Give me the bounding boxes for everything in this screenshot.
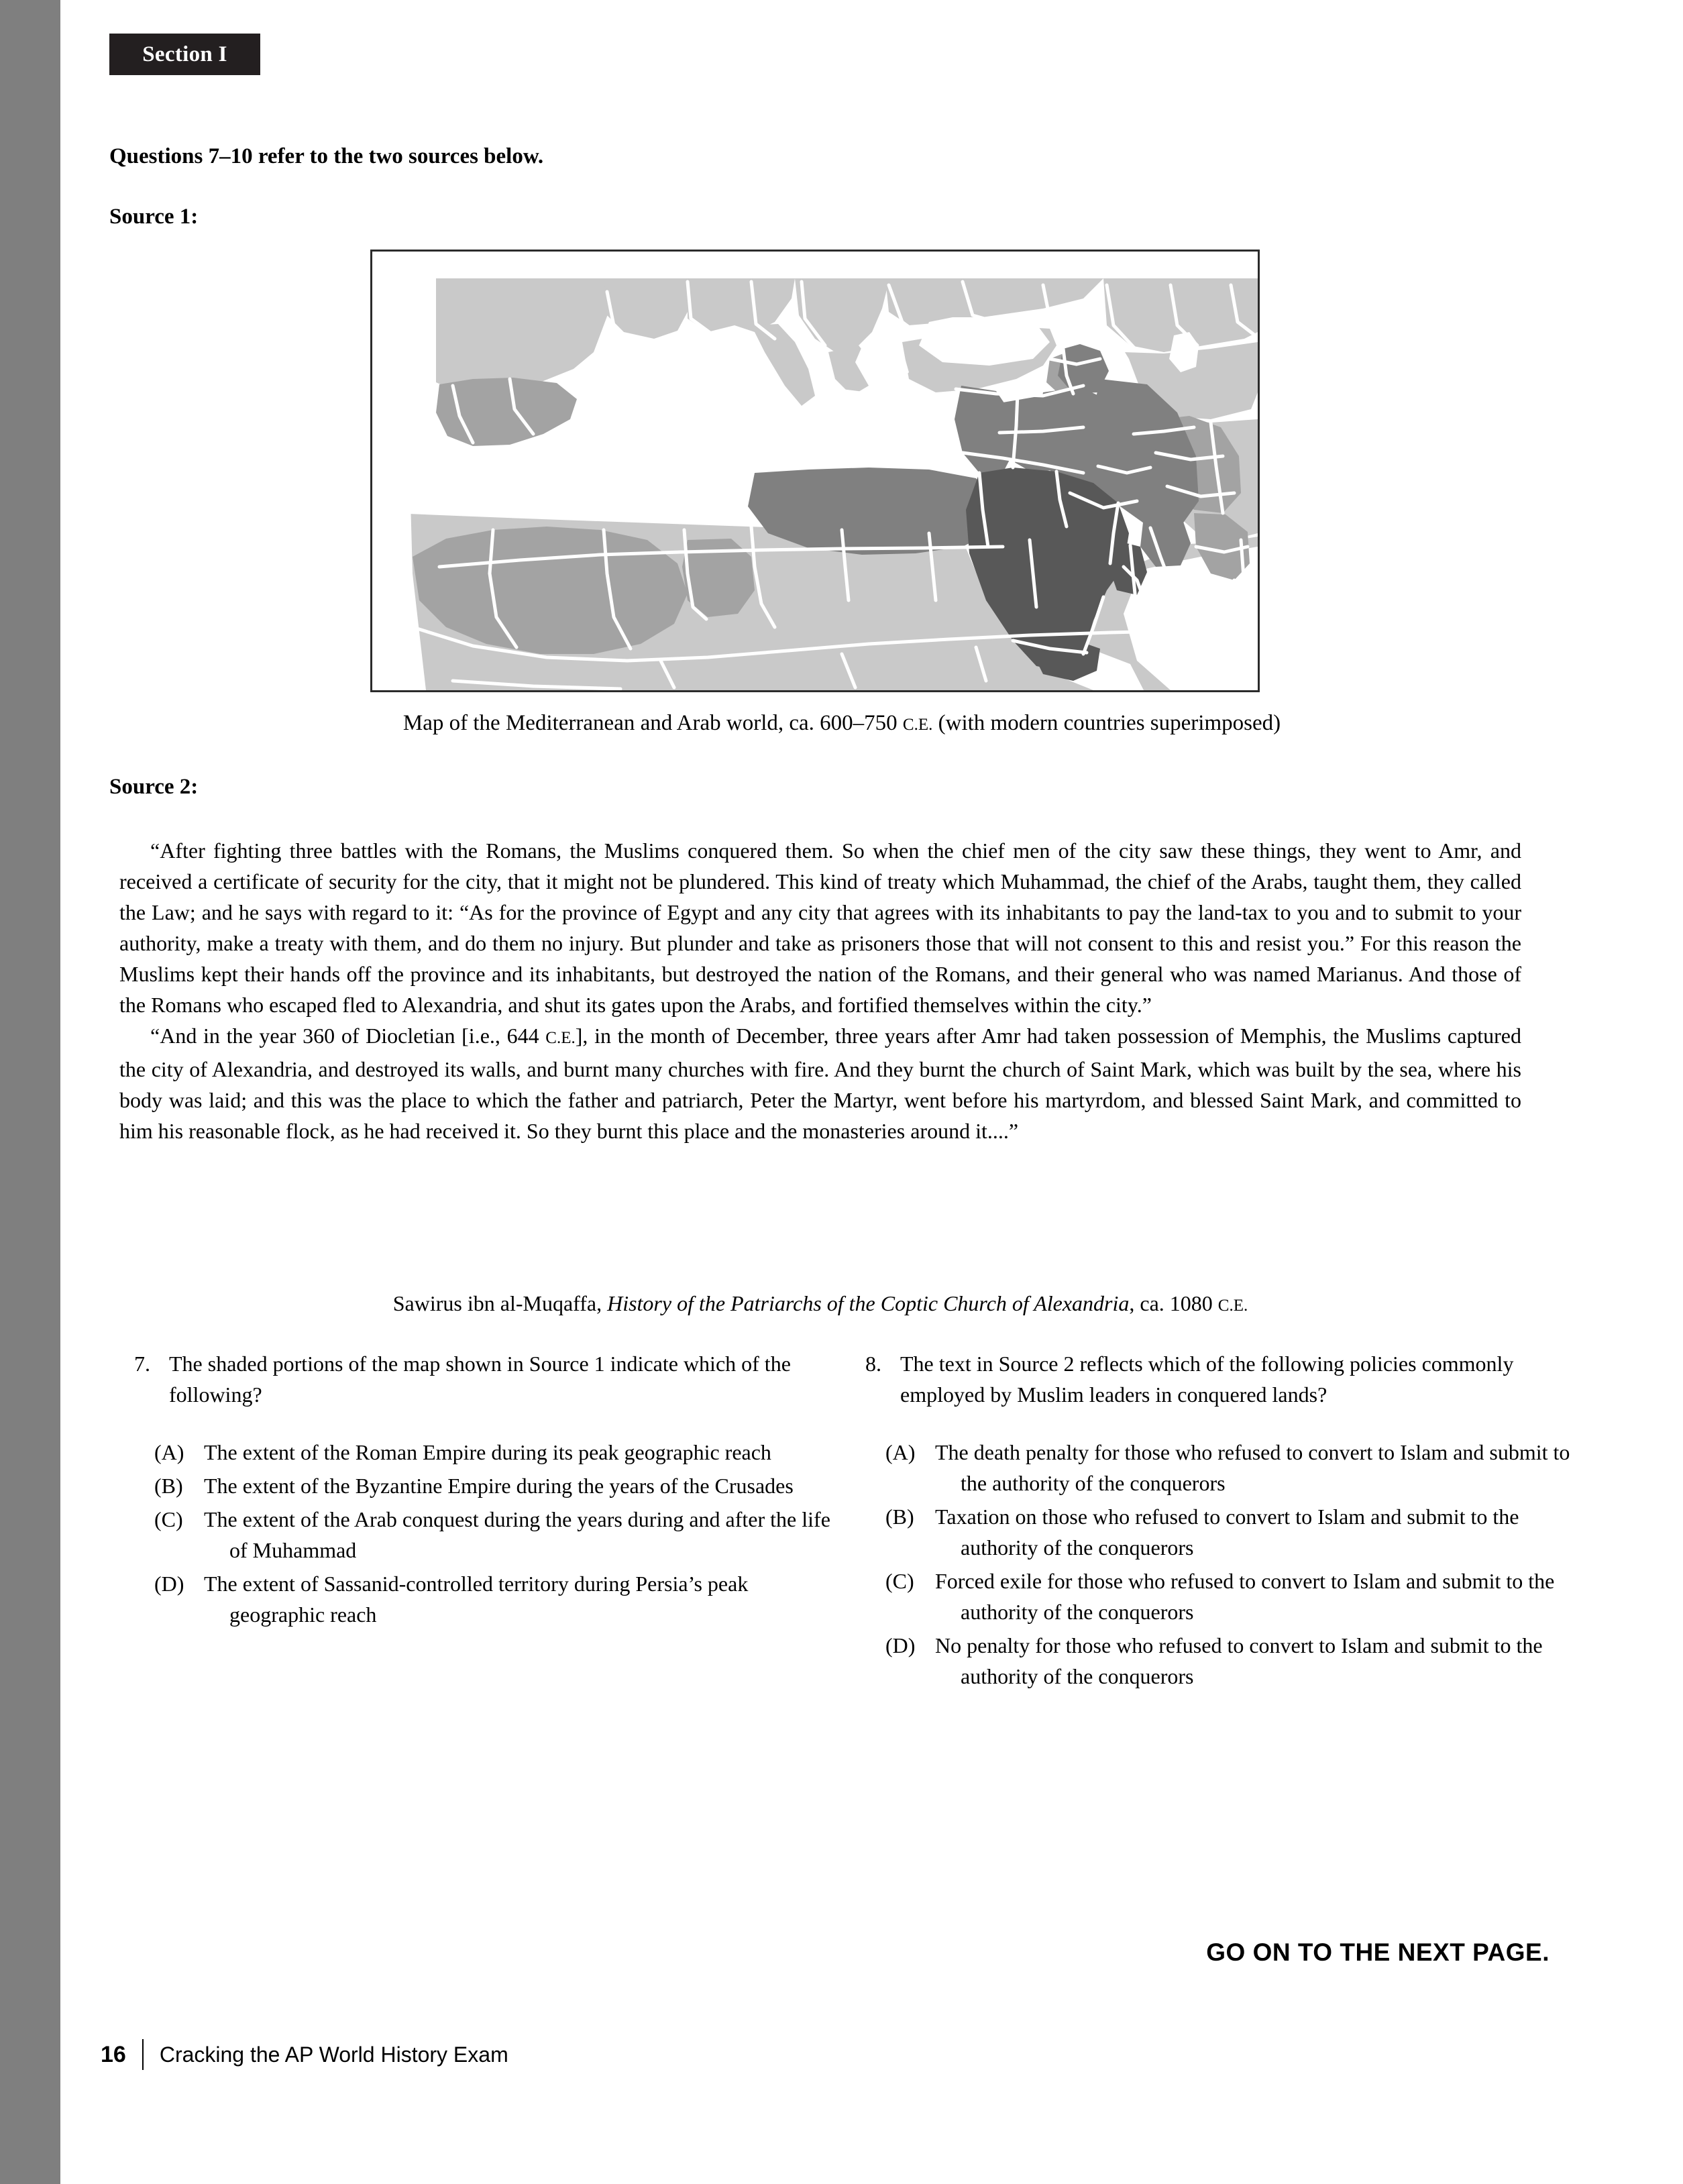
attribution-work-title: History of the Patriarchs of the Coptic Church of Alexandria bbox=[607, 1291, 1130, 1315]
paragraph-2-part-a: “And in the year 360 of Diocletian [i.e., 644 bbox=[150, 1024, 546, 1048]
choice-text: Taxation on those who refused to convert to Islam and submit to the authority of the conquerors bbox=[935, 1505, 1519, 1560]
question-7-number: 7. bbox=[134, 1352, 150, 1376]
page-number: 16 bbox=[101, 2041, 126, 2067]
attribution-ce-abbrev: C.E. bbox=[1217, 1297, 1248, 1315]
question-8 bbox=[865, 1348, 1596, 1410]
caption-text-after: (with modern countries superimposed) bbox=[932, 711, 1281, 735]
choice-letter: (D) bbox=[885, 1633, 916, 1657]
passage-paragraph-2 bbox=[119, 1020, 1521, 1146]
source-1-caption bbox=[60, 711, 1623, 736]
question-column-right bbox=[865, 1348, 1596, 1694]
choice-text: The extent of Sassanid-controlled territory during Persia’s peak geographic reach bbox=[204, 1572, 749, 1627]
choice-text: The extent of the Arab conquest during the years during and after the life of Muhammad bbox=[204, 1507, 830, 1562]
source-2-passage bbox=[119, 835, 1521, 1146]
choice-letter: (D) bbox=[154, 1572, 184, 1596]
question-8-stem: The text in Source 2 reflects which of the following policies commonly employed by Muslim leaders in conquered lands? bbox=[900, 1352, 1514, 1407]
question-7-choice-d[interactable] bbox=[134, 1568, 845, 1630]
question-8-choice-b[interactable] bbox=[865, 1501, 1596, 1563]
map-graphic bbox=[372, 252, 1258, 690]
source-1-label: Source 1: bbox=[109, 205, 199, 229]
choice-text: The extent of the Byzantine Empire during the years of the Crusades bbox=[204, 1474, 794, 1498]
attribution-date: , ca. 1080 bbox=[1129, 1291, 1218, 1315]
choice-text: Forced exile for those who refused to convert to Islam and submit to the authority of the conquerors bbox=[935, 1569, 1555, 1624]
question-7-choice-c[interactable] bbox=[134, 1504, 845, 1566]
choice-text: The extent of the Roman Empire during its peak geographic reach bbox=[204, 1440, 771, 1464]
source-2-label: Source 2: bbox=[109, 775, 199, 799]
choice-letter: (C) bbox=[154, 1507, 183, 1531]
passage-paragraph-1: “After fighting three battles with the Romans, the Muslims conquered them. So when the chief men of the city saw these things, they went to Amr, and received a certificate of security for the city, that it might not be plundered. This kind of treaty which Muhammad, the chief of the Arabs, taught them, they called the Law; and he says with regard to it: “As for the province of Egypt and any city that agrees with its inhabitants to pay the land-tax to you and to submit to your authority, make a treaty with them, and do them no injury. But plunder and take as prisoners those that will not consent to this and resist you.” For this reason the Muslims kept their hands off the province and its inhabitants, but destroyed the nation of the Romans, and their general who was named Marianus. And those of the Romans who escaped fled to Alexandria, and shut its gates upon the Arabs, and fortified themselves within the city.” bbox=[119, 838, 1521, 1017]
section-badge-label: Section I bbox=[142, 42, 227, 66]
caption-ce-abbrev: C.E. bbox=[902, 716, 933, 734]
paragraph-2-ce-abbrev: C.E. bbox=[545, 1029, 576, 1047]
caption-text-before: Map of the Mediterranean and Arab world, ca. 600–750 bbox=[402, 711, 903, 735]
question-7-choice-a[interactable] bbox=[134, 1437, 845, 1468]
question-7-choice-b[interactable] bbox=[134, 1470, 845, 1501]
choice-text: No penalty for those who refused to convert to Islam and submit to the authority of the conquerors bbox=[935, 1633, 1543, 1688]
question-column-left bbox=[134, 1348, 845, 1633]
choice-letter: (A) bbox=[154, 1440, 184, 1464]
choice-text: The death penalty for those who refused to convert to Islam and submit to the authority of the conquerors bbox=[935, 1440, 1570, 1495]
choice-letter: (B) bbox=[154, 1474, 183, 1498]
choice-letter: (C) bbox=[885, 1569, 914, 1593]
question-8-choice-d[interactable] bbox=[865, 1630, 1596, 1692]
choice-letter: (A) bbox=[885, 1440, 916, 1464]
paragraph-2-part-b: ], in the month of December, three years after Amr had taken possession of Memphis, the Muslims captured the city of Alexandria, and destroyed its walls, and burnt many churches with fire. And they burnt the church of Saint Mark, which was built by the sea, where his body was laid; and this was the place to which the father and patriarch, Peter the Martyr, went before his martyrdom, and blessed Saint Mark, and committed to him his reasonable flock, as he had received it. So they burnt this place and the monasteries around it....” bbox=[119, 1024, 1522, 1143]
source-2-attribution bbox=[119, 1291, 1521, 1316]
footer-divider bbox=[142, 2039, 144, 2070]
page-footer bbox=[101, 2039, 508, 2070]
questions-intro-heading: Questions 7–10 refer to the two sources below. bbox=[109, 144, 544, 168]
source-1-map bbox=[370, 250, 1260, 692]
question-8-choice-c[interactable] bbox=[865, 1566, 1596, 1627]
question-8-choice-a[interactable] bbox=[865, 1437, 1596, 1498]
attribution-author: Sawirus ibn al-Muqaffa, bbox=[392, 1291, 608, 1315]
section-badge bbox=[109, 34, 260, 75]
book-title: Cracking the AP World History Exam bbox=[159, 2042, 508, 2067]
question-8-number: 8. bbox=[865, 1352, 881, 1376]
go-on-notice: GO ON TO THE NEXT PAGE. bbox=[1206, 1939, 1550, 1966]
choice-letter: (B) bbox=[885, 1505, 914, 1529]
question-7-stem: The shaded portions of the map shown in Source 1 indicate which of the following? bbox=[169, 1352, 791, 1407]
question-7 bbox=[134, 1348, 845, 1410]
